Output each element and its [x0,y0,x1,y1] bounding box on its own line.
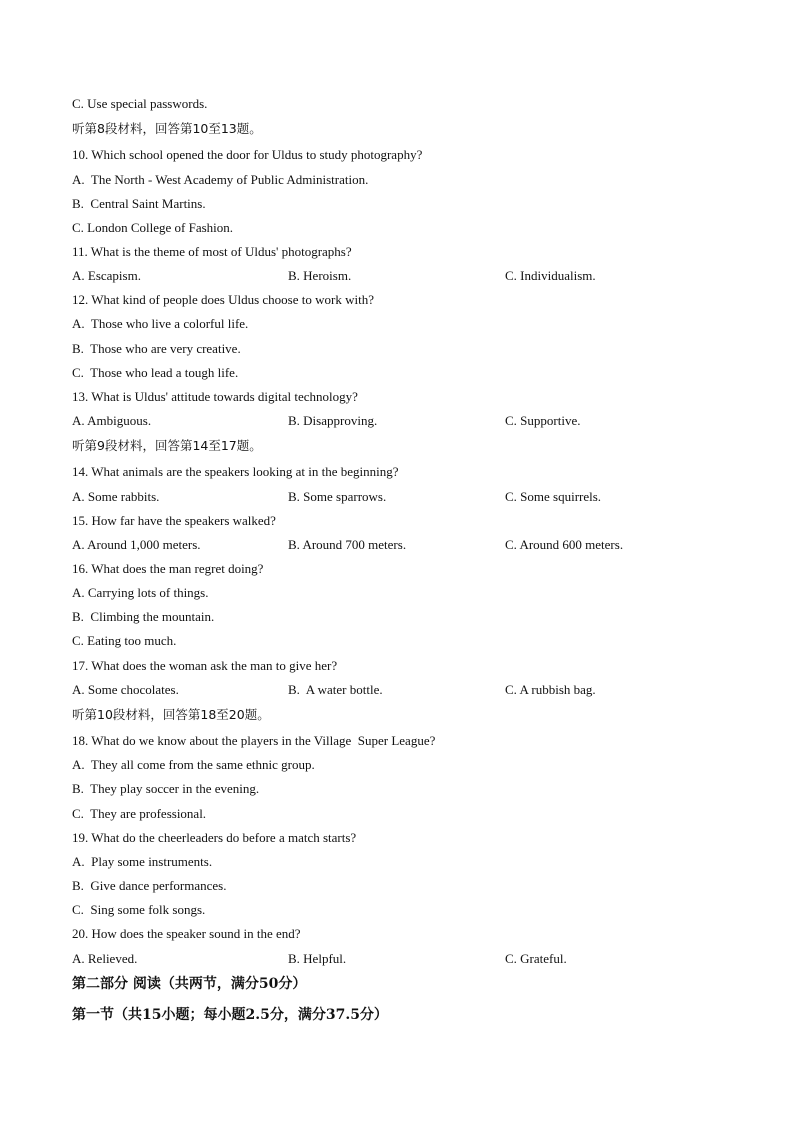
question-19: 19. What do the cheerleaders do before a match starts? [72,830,357,845]
q13-option-b: B. Disapproving. [288,413,378,428]
q10-option-b: B. Central Saint Martins. [72,196,206,211]
question-11: 11. What is the theme of most of Uldus' photographs? [72,244,352,259]
q11-option-c: C. Individualism. [505,268,596,283]
q17-option-b: B. A water bottle. [288,682,383,697]
q13-option-a: A. Ambiguous. [72,413,152,428]
q14-option-c: C. Some squirrels. [505,489,602,504]
q14-option-a: A. Some rabbits. [72,489,160,504]
q12-option-a: A. Those who live a colorful life. [72,316,249,331]
q17-option-c: C. A rubbish bag. [505,682,596,697]
option-c-q9: C. Use special passwords. [72,96,208,111]
q18-option-a: A. They all come from the same ethnic group. [72,757,315,772]
q10-option-c: C. London College of Fashion. [72,220,234,235]
q16-option-b: B. Climbing the mountain. [72,609,215,624]
section-instruction-10: 听第10段材料，回答第18至20题。 [72,707,270,722]
q15-option-a: A. Around 1,000 meters. [72,537,201,552]
q15-option-b: B. Around 700 meters. [288,537,407,552]
q12-option-b: B. Those who are very creative. [72,341,241,356]
question-12: 12. What kind of people does Uldus choose to work with? [72,292,374,307]
section-instruction-9: 听第9段材料，回答第14至17题。 [72,438,262,453]
q16-option-a: A. Carrying lots of things. [72,585,209,600]
q12-option-c: C. Those who lead a tough life. [72,365,239,380]
q17-option-a: A. Some chocolates. [72,682,179,697]
question-20: 20. How does the speaker sound in the end? [72,926,301,941]
q19-option-b: B. Give dance performances. [72,878,227,893]
q18-option-b: B. They play soccer in the evening. [72,781,260,796]
question-15: 15. How far have the speakers walked? [72,513,276,528]
question-14: 14. What animals are the speakers looking at in the beginning? [72,464,399,479]
question-18: 18. What do we know about the players in the Village Super League? [72,733,436,748]
q19-option-a: A. Play some instruments. [72,854,213,869]
question-17: 17. What does the woman ask the man to give her? [72,658,338,673]
question-13: 13. What is Uldus' attitude towards digital technology? [72,389,358,404]
question-10: 10. Which school opened the door for Uldus to study photography? [72,147,423,162]
section-instruction-8: 听第8段材料，回答第10至13题。 [72,121,262,136]
q20-option-a: A. Relieved. [72,951,138,966]
q11-option-a: A. Escapism. [72,268,141,283]
q11-option-b: B. Heroism. [288,268,352,283]
q13-option-c: C. Supportive. [505,413,581,428]
q16-option-c: C. Eating too much. [72,633,177,648]
q15-option-c: C. Around 600 meters. [505,537,624,552]
part-two-heading: 第二部分 阅读（共两节，满分50分） [72,976,307,992]
q20-option-c: C. Grateful. [505,951,567,966]
q14-option-b: B. Some sparrows. [288,489,387,504]
q18-option-c: C. They are professional. [72,806,207,821]
q10-option-a: A. The North - West Academy of Public Administration. [72,172,369,187]
section-one-heading: 第一节（共15小题；每小题2.5分，满分37.5分） [72,1007,388,1023]
q19-option-c: C. Sing some folk songs. [72,902,206,917]
q20-option-b: B. Helpful. [288,951,347,966]
question-16: 16. What does the man regret doing? [72,561,264,576]
